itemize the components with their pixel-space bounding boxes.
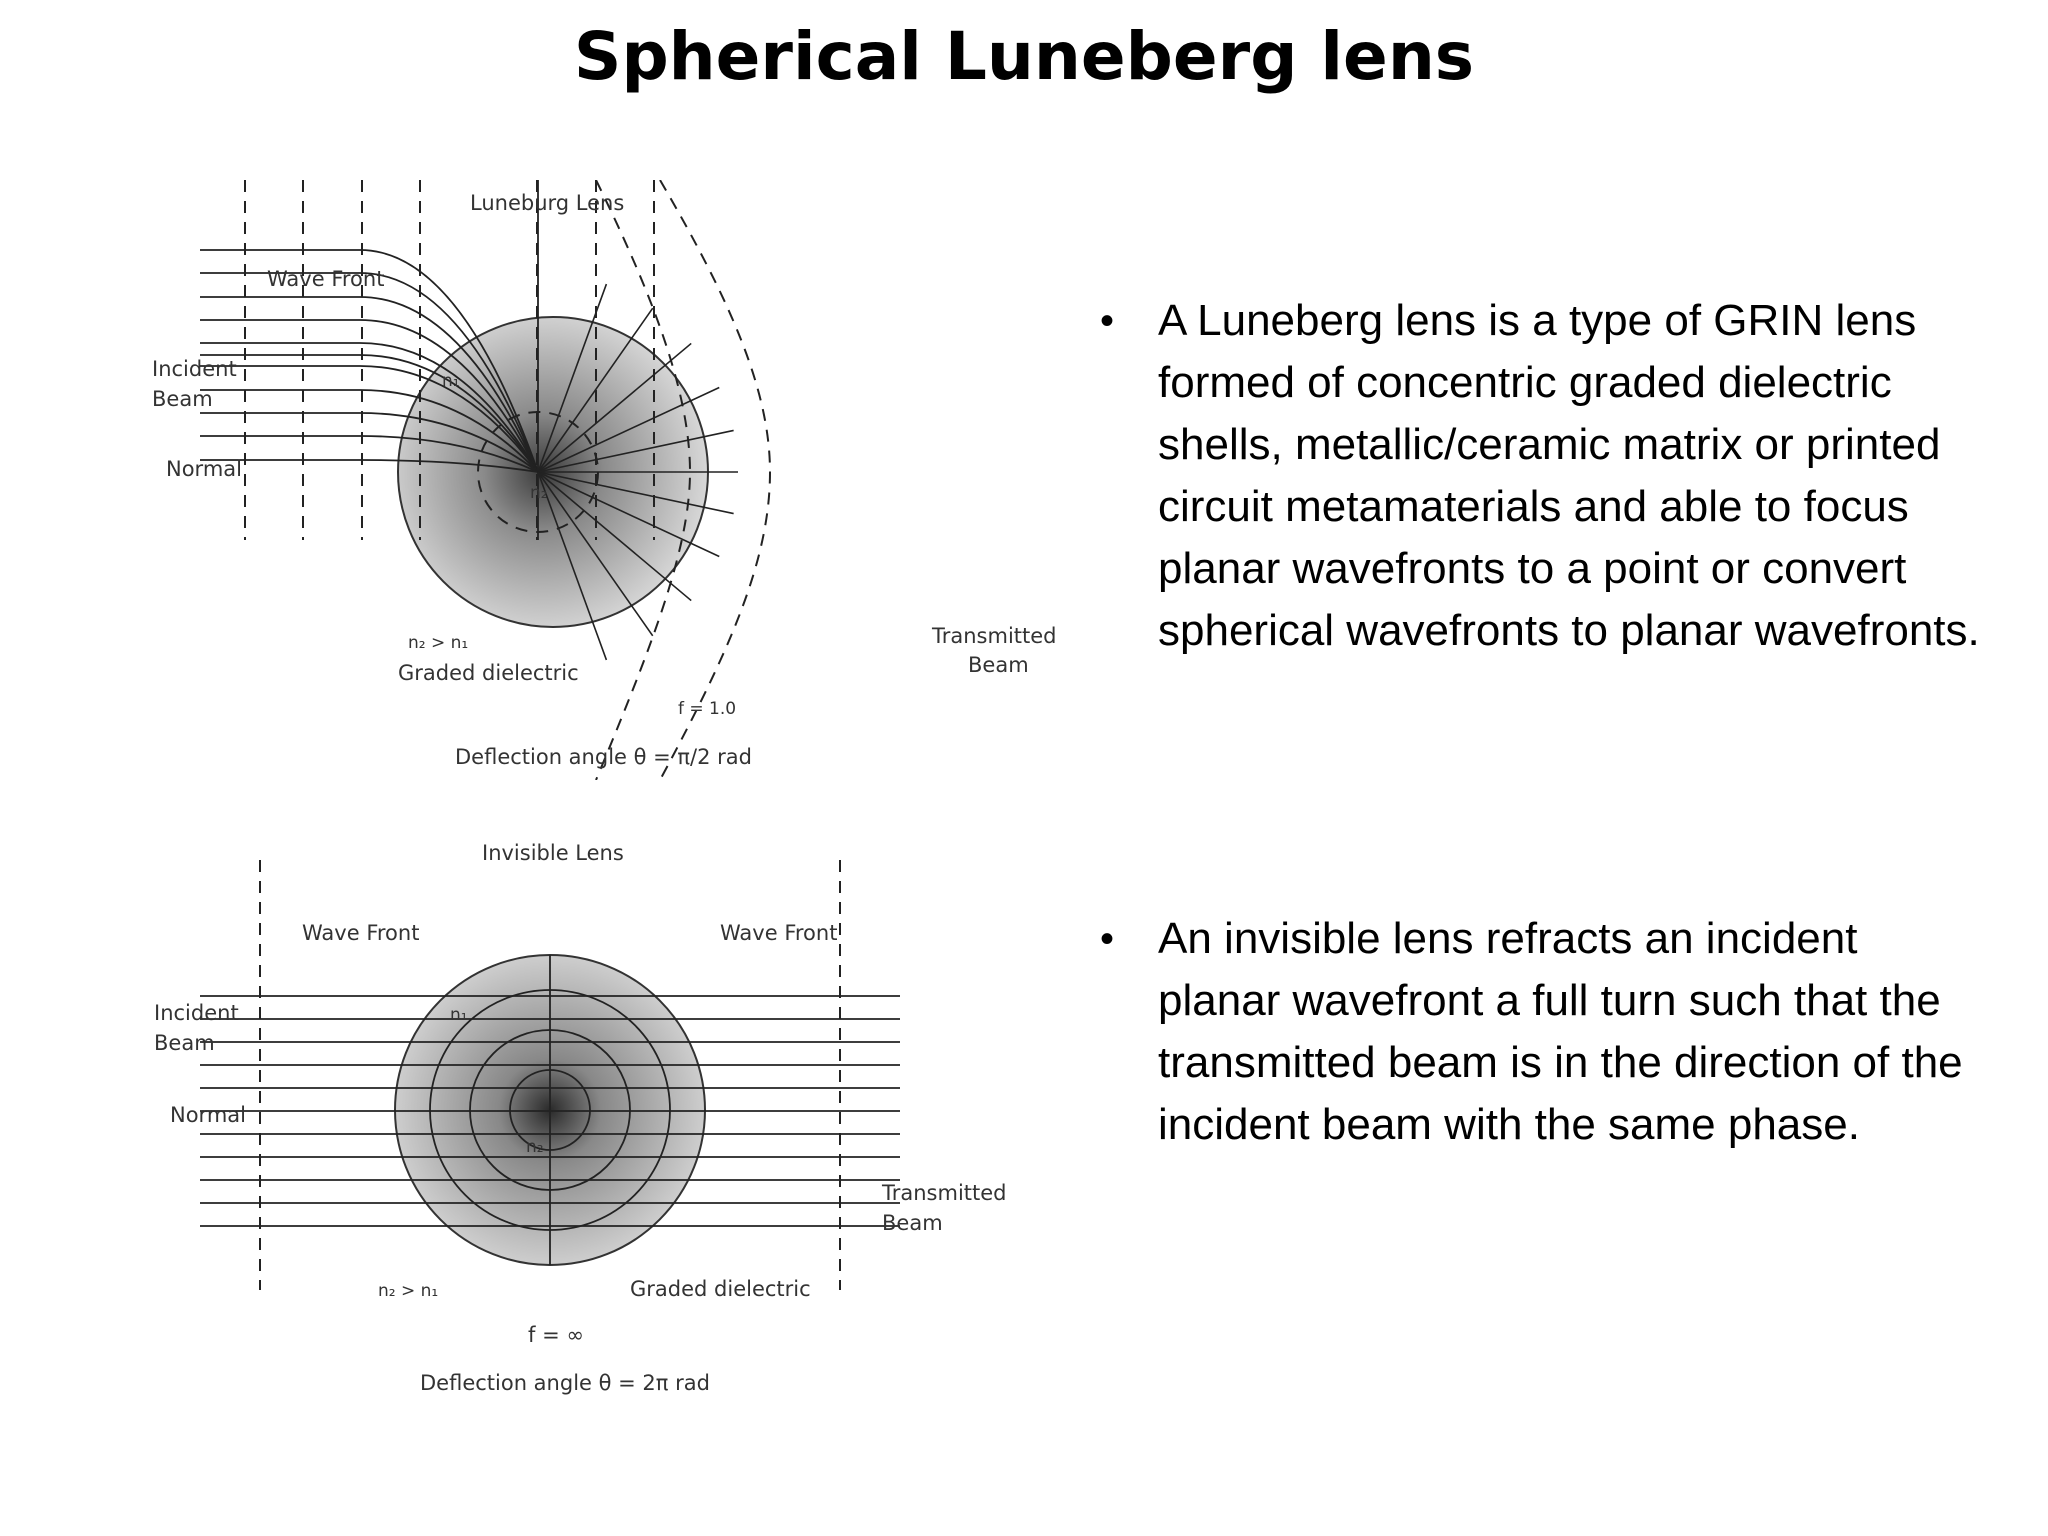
d2-deflection: Deflection angle θ = 2π rad: [420, 1371, 710, 1395]
beam-rays: [200, 955, 900, 1265]
bullet-luneberg: [1100, 290, 1980, 662]
d2-transmitted-2: Beam: [882, 1211, 943, 1235]
d1-transmitted-2: Beam: [968, 653, 1029, 677]
d2-wave-front-right: Wave Front: [720, 921, 838, 945]
invisible-lens-diagram: [130, 820, 1090, 1420]
d1-incident-2: Beam: [152, 387, 213, 411]
d1-transmitted-1: Transmitted: [932, 624, 1057, 648]
bullet-text: An invisible lens refracts an incident planar wavefront a full turn such that the transmitted beam is in the direction of the incident beam with the same phase.: [1158, 914, 1963, 1149]
d2-n2: n₂: [526, 1137, 544, 1157]
slide-title: Spherical Luneberg lens: [573, 18, 1475, 95]
bullet-text: A Luneberg lens is a type of GRIN lens formed of concentric graded dielectric shells, metallic/ceramic matrix or printed circuit metamaterials and able to focus planar wavefronts to a point or convert spherical wavefronts to planar wavefronts.: [1158, 296, 1980, 655]
d2-title: Invisible Lens: [482, 841, 624, 865]
d2-incident-1: Incident: [154, 1001, 239, 1025]
d2-transmitted-1: Transmitted: [882, 1181, 1007, 1205]
d1-normal: Normal: [166, 457, 242, 481]
d2-wave-front-left: Wave Front: [302, 921, 420, 945]
d1-n2: n₂: [530, 483, 548, 503]
bullet-symbol: •: [1100, 299, 1115, 343]
d1-wave-front: Wave Front: [267, 267, 385, 291]
d1-graded: Graded dielectric: [398, 661, 579, 685]
d1-incident-1: Incident: [152, 357, 237, 381]
bullet-invisible: [1100, 908, 1980, 1156]
d2-graded: Graded dielectric: [630, 1277, 811, 1301]
d1-title: Luneburg Lens: [470, 191, 625, 215]
bullet-symbol: •: [1100, 917, 1115, 961]
d2-n1: n₁: [450, 1005, 468, 1025]
d1-deflection: Deflection angle θ = π/2 rad: [455, 745, 753, 769]
d1-n1: n₁: [442, 371, 460, 391]
d2-focal: f = ∞: [528, 1323, 584, 1347]
luneburg-lens-diagram: [130, 180, 1090, 780]
d2-index-relation: n₂ > n₁: [378, 1281, 439, 1301]
d1-index-relation: n₂ > n₁: [408, 633, 469, 653]
d2-incident-2: Beam: [154, 1031, 215, 1055]
d1-focal: f = 1.0: [678, 699, 737, 719]
d2-normal: Normal: [170, 1103, 246, 1127]
